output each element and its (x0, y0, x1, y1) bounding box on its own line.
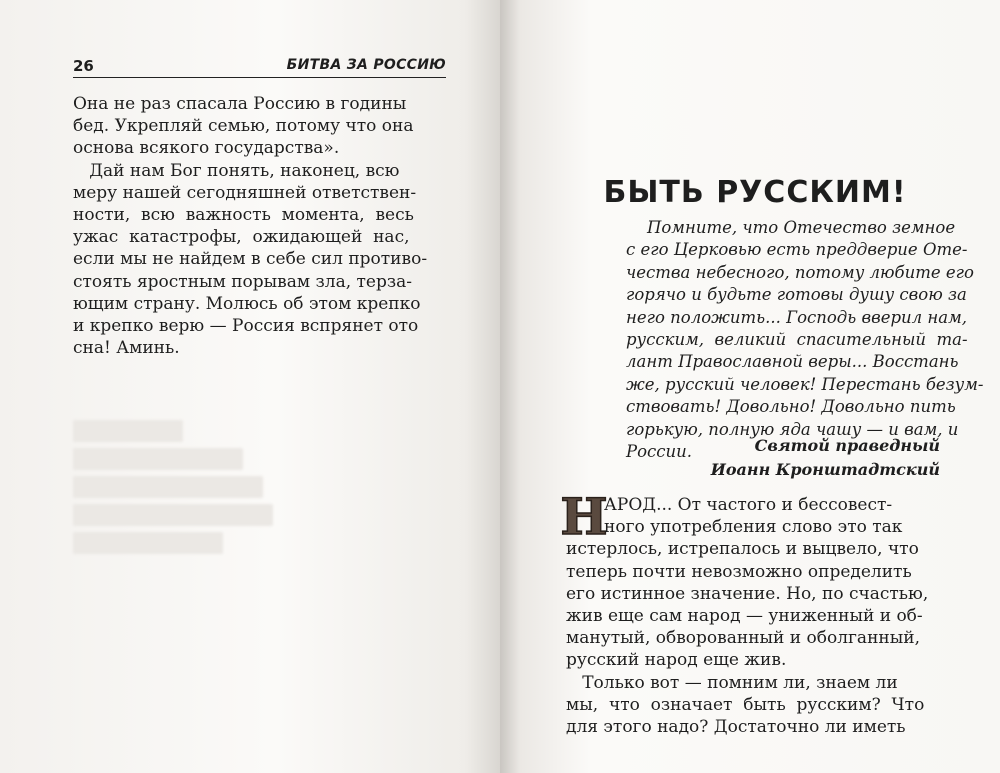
left-body-text (73, 93, 448, 359)
text-line: ности, всю важность момента, весь (73, 205, 414, 226)
text-line: меру нашей сегодняшней ответствен- (73, 182, 417, 203)
epigraph (626, 217, 984, 463)
text-line: Она не раз спасала Россию в годины (73, 94, 407, 114)
text-line: ющим страну. Молюсь об этом крепко (73, 293, 421, 314)
chapter-title: БЫТЬ РУССКИМ! (603, 175, 907, 210)
running-title: БИТВА ЗА РОССИЮ (286, 57, 446, 73)
text-line: АРОД... От частого и бессовест- (604, 495, 893, 515)
epigraph-line: Помните, что Отечество земное (626, 218, 956, 237)
page-number: 26 (73, 57, 94, 75)
epigraph-line: же, русский человек! Перестань безум- (626, 374, 984, 394)
page-header (73, 55, 446, 78)
attribution-line: Святой праведный (754, 436, 940, 455)
text-line: бед. Укрепляй семью, потому что она (73, 116, 414, 137)
text-line: основа всякого государства». (73, 138, 340, 159)
text-line: если мы не найдем в себе сил противо- (73, 249, 428, 270)
text-line: ужас катастрофы, ожидающей нас, (73, 227, 410, 248)
text-line: и крепко верю — Россия вспрянет ото (73, 316, 419, 337)
epigraph-line: него положить... Господь вверил нам, (626, 307, 968, 327)
epigraph-line: русским, великий спасительный та- (626, 330, 968, 350)
epigraph-line: с его Церковью есть преддверие Оте- (626, 240, 968, 260)
text-line: ного употребления слово это так (604, 517, 903, 538)
text-line: Только вот — помним ли, знаем ли (566, 672, 898, 693)
text-line: Дай нам Бог понять, наконец, всю (73, 160, 400, 181)
text-line: для этого надо? Достаточно ли иметь (566, 717, 906, 738)
epigraph-attribution (626, 434, 940, 482)
epigraph-line: России. (626, 442, 693, 462)
text-line: стоять яростным порывам зла, терза- (73, 271, 413, 292)
epigraph-line: горькую, полную яда чашу — и вам, и (626, 419, 959, 439)
attribution-line: Иоанн Кронштадтский (710, 460, 940, 479)
chapter-body-text (566, 494, 942, 738)
epigraph-line: ствовать! Довольно! Довольно пить (626, 397, 956, 417)
epigraph-line: чества небесного, потому любите его (626, 262, 974, 282)
text-line: теперь почти невозможно определить (566, 561, 912, 582)
epigraph-line: лант Православной веры... Восстань (626, 352, 959, 372)
epigraph-line: горячо и будьте готовы душу свою за (626, 285, 967, 305)
svg-text:Н: Н (560, 487, 608, 546)
text-line: русский народ еще жив. (566, 650, 787, 671)
text-line: манутый, обворованный и оболганный, (566, 628, 920, 649)
text-line: сна! Аминь. (73, 338, 180, 359)
text-line: истерлось, истрепалось и выцвело, что (566, 539, 919, 560)
text-line: жив еще сам народ — униженный и об- (566, 606, 923, 627)
text-line: мы, что означает быть русским? Что (566, 694, 925, 715)
show-through-shadow (73, 420, 273, 554)
text-line: его истинное значение. Но, по счастью, (566, 583, 929, 604)
